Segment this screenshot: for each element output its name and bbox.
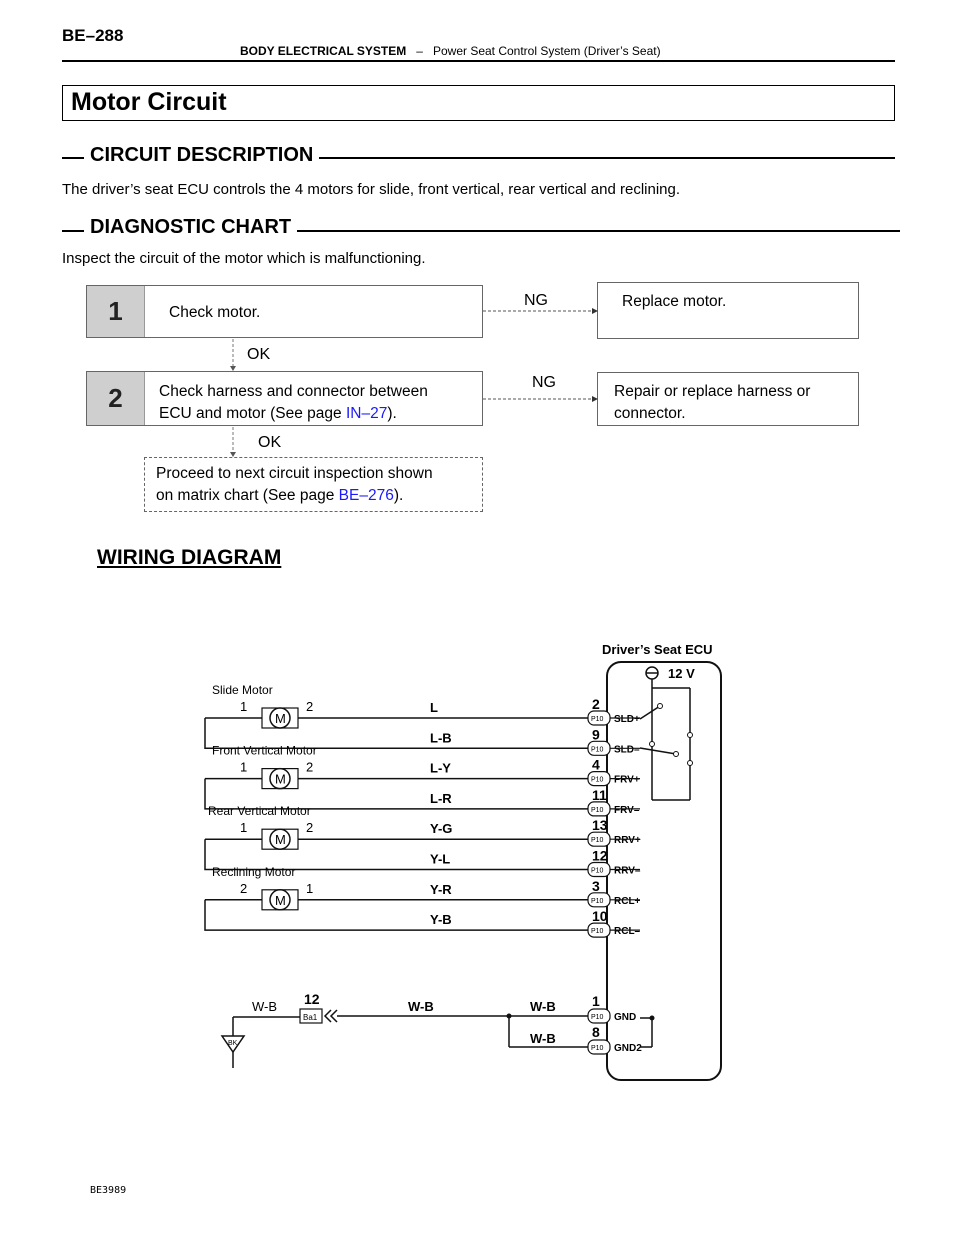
terminal-label: RRV–: [614, 865, 641, 877]
final-step-line1: Proceed to next circuit inspection shown: [156, 465, 433, 482]
motor-letter: M: [275, 711, 286, 726]
motor-right-pin: 2: [306, 699, 314, 714]
terminal-label: SLD–: [614, 744, 640, 756]
ground-wire-left: W-B: [252, 999, 278, 1014]
svg-text:P10: P10: [591, 1045, 604, 1052]
motor-name: Front Vertical Motor: [212, 743, 317, 758]
diagnostic-intro: Inspect the circuit of the motor which is malfunctioning.: [62, 250, 426, 267]
motor-right-pin: 1: [306, 880, 314, 896]
step-1-ok-label: OK: [247, 346, 271, 363]
motor-left-pin: 1: [240, 699, 248, 714]
connector-label: P10: [591, 867, 604, 875]
connector-label: P10: [591, 928, 604, 936]
wire-color-label: Y-G: [430, 821, 453, 837]
connector-label: P10: [591, 806, 604, 814]
svg-text:Ba1: Ba1: [303, 1013, 318, 1022]
ground-wire-gnd2: W-B: [530, 1031, 556, 1046]
svg-text:BK: BK: [228, 1040, 238, 1047]
terminal-label: RCL–: [614, 926, 641, 938]
step-2-text-line1: Check harness and connector between: [159, 383, 428, 400]
step-2-ng-action-line2: connector.: [614, 405, 686, 422]
motor-left-pin: 1: [240, 820, 248, 836]
page-link-in27[interactable]: IN–27: [345, 405, 388, 422]
pin-number: 12: [592, 847, 608, 864]
terminal-label: RRV+: [614, 835, 641, 847]
motor-letter: M: [275, 832, 286, 848]
motor-left-pin: 2: [240, 880, 248, 896]
circuit-description-text: The driver’s seat ECU controls the 4 motors for slide, front vertical, rear vertical and reclining.: [62, 181, 681, 198]
pin-number: 11: [592, 786, 607, 803]
svg-text:GND: GND: [614, 1012, 637, 1023]
wire-color-label: L-R: [430, 790, 452, 806]
motor-letter: M: [275, 892, 286, 908]
svg-text:P10: P10: [591, 1014, 604, 1021]
connector-label: P10: [591, 776, 604, 784]
ground-wire-gnd: W-B: [530, 999, 556, 1014]
wire-color-label: Y-B: [430, 912, 452, 928]
step-2-number: 2: [87, 372, 145, 425]
wiring-diagram-heading: WIRING DIAGRAM: [97, 546, 282, 569]
step-2-text-suffix: ).: [387, 405, 397, 422]
circuit-description-heading: CIRCUIT DESCRIPTION: [84, 144, 319, 167]
pin-number: 4: [592, 756, 600, 773]
motor-right-pin: 2: [306, 820, 314, 836]
relay-switch-2: [640, 748, 676, 754]
connector-label: P10: [591, 746, 604, 754]
connector-label: P10: [591, 837, 604, 845]
motor-right-pin: 2: [306, 759, 314, 775]
motor-rows: [205, 683, 641, 937]
wire-color-label: L-B: [430, 730, 452, 746]
running-head-subsection: Power Seat Control System (Driver’s Seat): [432, 44, 661, 58]
pin-number: 2: [592, 696, 600, 712]
motor-letter: M: [275, 771, 286, 787]
page-link-be276[interactable]: BE–276: [338, 487, 394, 504]
svg-text:1: 1: [592, 993, 600, 1009]
pin-number: 10: [592, 908, 608, 925]
wire-color-label: Y-L: [430, 851, 451, 867]
motor-left-pin: 1: [240, 759, 248, 775]
ground-wire-mid: W-B: [408, 999, 434, 1014]
diagnostic-chart-heading: DIAGNOSTIC CHART: [84, 216, 297, 239]
step-2-ng-label: NG: [532, 374, 556, 391]
pin-number: 9: [592, 726, 600, 743]
terminal-label: SLD+: [614, 714, 640, 725]
ground-section: [222, 991, 655, 1068]
page-number: BE–288: [62, 26, 124, 45]
figure-code: BE3989: [90, 1185, 127, 1196]
motor-name: Rear Vertical Motor: [208, 804, 311, 819]
ecu-label: Driver’s Seat ECU: [602, 642, 713, 657]
motor-name: Reclining Motor: [212, 864, 296, 879]
relay-switch-1: [640, 706, 660, 719]
step-1-text: Check motor.: [169, 304, 261, 321]
terminal-label: FRV–: [614, 804, 640, 816]
connector-label: P10: [591, 897, 604, 905]
svg-text:8: 8: [592, 1024, 600, 1040]
page-title: Motor Circuit: [71, 88, 227, 116]
running-head-section: BODY ELECTRICAL SYSTEM: [240, 44, 407, 58]
terminal-label: FRV+: [614, 774, 640, 786]
pin-number: 3: [592, 877, 600, 894]
step-2-text-prefix: ECU and motor (See page: [159, 405, 346, 422]
final-step-suffix: ).: [393, 487, 404, 504]
connector-label: P10: [591, 716, 604, 723]
wire-color-label: L-Y: [430, 760, 451, 776]
svg-text:GND2: GND2: [614, 1043, 642, 1054]
svg-text:12: 12: [304, 991, 320, 1007]
step-2-ng-action-line1: Repair or replace harness or: [614, 383, 811, 400]
step-1-number: 1: [87, 286, 145, 337]
step-1-ng-action: Replace motor.: [622, 293, 727, 310]
wire-color-label: Y-R: [430, 881, 452, 897]
supply-label: 12 V: [668, 666, 695, 681]
step-2-ok-label: OK: [258, 434, 282, 451]
wire-color-label: L: [430, 700, 438, 715]
final-step-prefix: on matrix chart (See page: [156, 487, 339, 504]
motor-name: Slide Motor: [212, 683, 273, 697]
pin-number: 13: [592, 817, 608, 834]
terminal-label: RCL+: [614, 895, 641, 907]
running-head-separator: –: [416, 44, 423, 58]
step-1-ng-label: NG: [524, 292, 548, 309]
